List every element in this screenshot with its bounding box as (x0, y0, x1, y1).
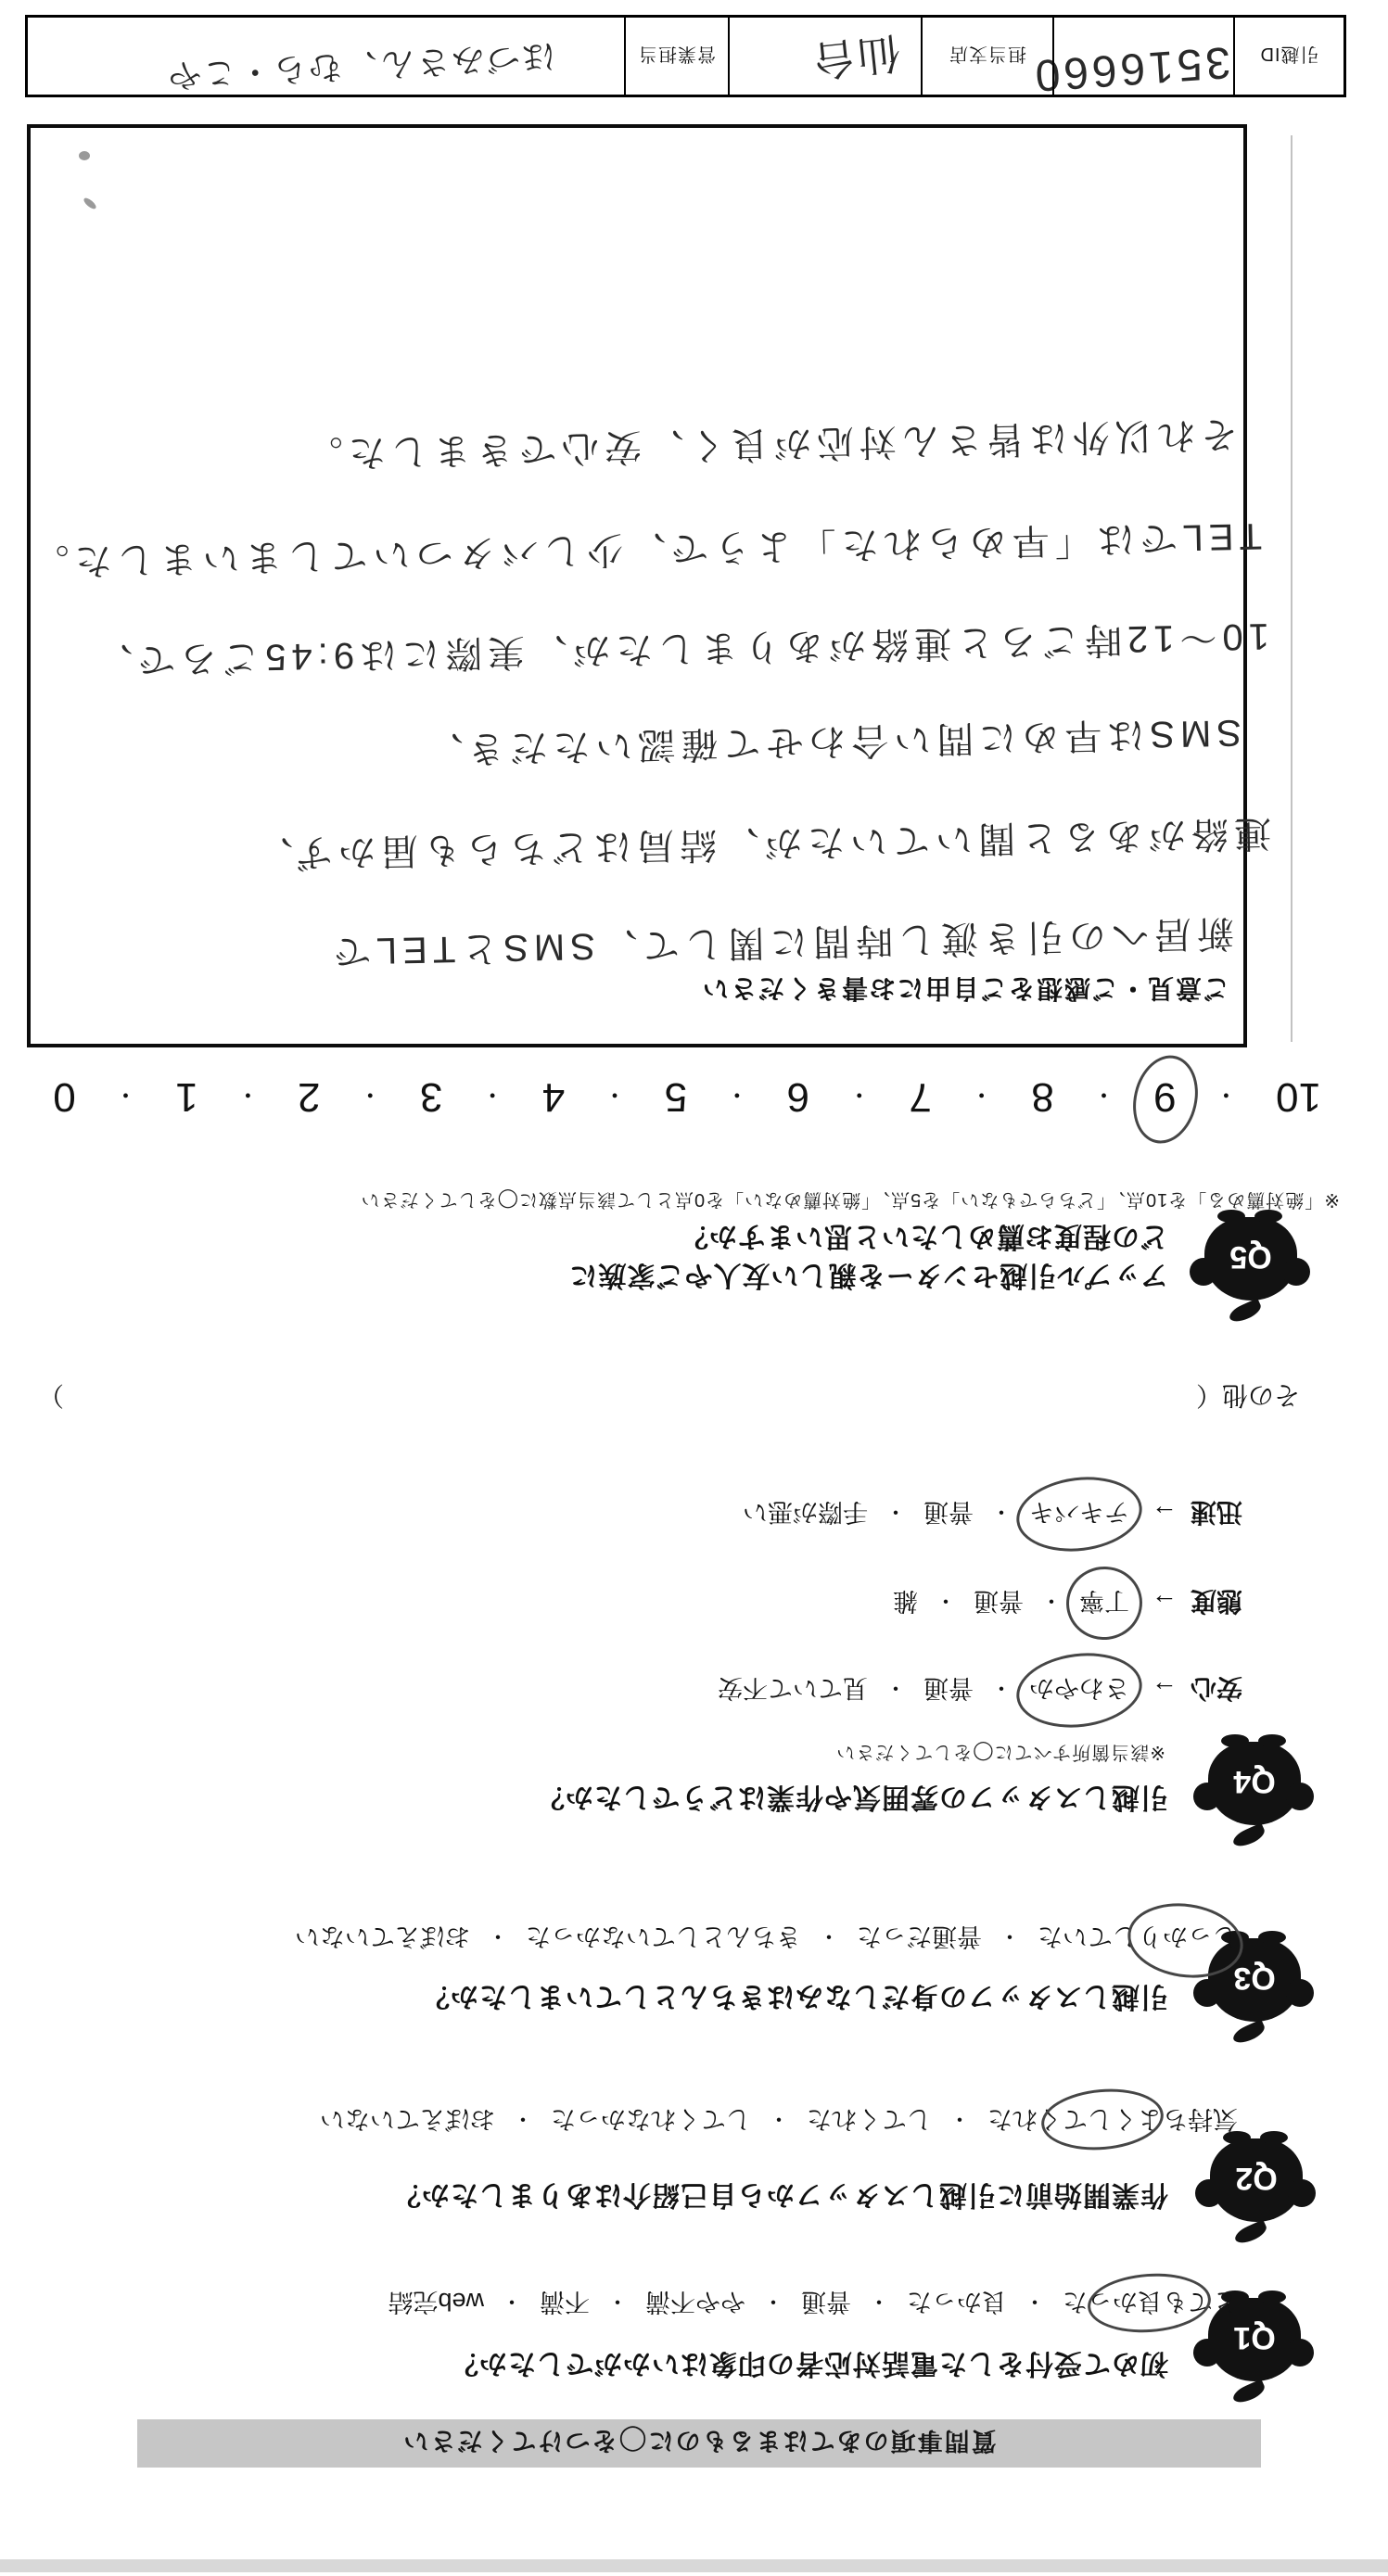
q4-other-open (1196, 1378, 1300, 1415)
scale-separator: ・ (847, 1081, 872, 1110)
option (1027, 1494, 1131, 1534)
scale-number-5: 5 (664, 1074, 688, 1120)
option-text: してくれなかった (551, 2105, 751, 2133)
option-text: さわやか (1028, 1674, 1129, 1702)
option-separator: ・ (768, 2106, 790, 2131)
scale-separator: ・ (480, 1081, 505, 1110)
option-text: 普通 (973, 1587, 1024, 1615)
option-separator: ・ (1024, 2289, 1046, 2314)
scale-number-6: 6 (786, 1074, 810, 1120)
option-text: 雑 (892, 1587, 918, 1615)
mascot-foot (1258, 1734, 1286, 1747)
q4-row-taido (891, 1583, 1242, 1623)
option-text: 気持ちよくしてくれた (987, 2105, 1238, 2133)
scale-number-7: 7 (909, 1074, 932, 1120)
banner-text: 質問事項のあてはまるものに◯をつけてください (401, 2427, 997, 2455)
option-text: web完結 (388, 2288, 484, 2316)
field-label-text: 引越ID (1259, 44, 1319, 64)
option-separator: ・ (868, 2289, 890, 2314)
option-separator: ・ (884, 1675, 907, 1700)
option-text: やや不満 (645, 2288, 745, 2316)
option-separator: ・ (989, 1675, 1012, 1700)
option-separator: ・ (999, 1923, 1021, 1948)
feedback-prompt: ご意見・ご感想をご自由にお書きください (700, 974, 1229, 1003)
scale-number-2: 2 (298, 1074, 321, 1120)
option-separator: ・ (487, 1923, 509, 1948)
field-label-tanto-shiten (921, 18, 1054, 95)
option (922, 1670, 975, 1710)
field-label-text: 担当支店 (949, 44, 1026, 64)
option-separator: ・ (512, 2106, 534, 2131)
q1-label: Q1 (1233, 2320, 1276, 2355)
scale-separator: ・ (969, 1081, 994, 1110)
option (1077, 1583, 1131, 1623)
mascot-leaf-icon (1232, 2219, 1268, 2246)
scale-separator: ・ (236, 1081, 261, 1110)
handwritten-line: TELでは「早められた」ようで、少しバタついてしまいました。 (26, 515, 1263, 582)
mascot-leaf-icon (1227, 1298, 1263, 1325)
option (716, 1670, 870, 1710)
q4-mascot-icon (1193, 1734, 1314, 1844)
q2-options (318, 2101, 1240, 2141)
mascot-leaf-icon (1230, 2019, 1267, 2046)
q2-label: Q2 (1235, 2161, 1278, 2196)
option (905, 2284, 1009, 2324)
nps-scale (51, 1069, 1323, 1124)
option-text: 普通 (801, 2288, 851, 2316)
option (318, 2101, 497, 2141)
option (855, 1919, 984, 1959)
smudge-mark (79, 151, 90, 160)
q2-title: 作業開始前に引越しスタッフから自己紹介はありましたか？ (392, 2179, 1168, 2210)
option (805, 2101, 934, 2141)
option-text: 良かった (907, 2288, 1007, 2316)
field-label-eigyo-tanto (624, 18, 730, 95)
q5-note: ※「絶対薦める」を10点、「どちらでもない」を5点、「絶対薦めない」を0点として該当点数に◯をしてください (360, 1189, 1340, 1210)
option-text: してくれた (807, 2105, 932, 2133)
option-text: とても良かった (1063, 2288, 1238, 2316)
scale-number-1: 1 (175, 1074, 198, 1120)
q4-row-anshin (716, 1670, 1242, 1710)
hikkoshi-id-handwriting: 3516660 (1029, 37, 1232, 100)
mascot-foot (1258, 2290, 1286, 2303)
q2-mascot-icon (1195, 2131, 1316, 2240)
other-close-label: ） (37, 1381, 64, 1410)
mascot-foot (1258, 1931, 1286, 1944)
handwritten-line: 新居への引き渡し時間に関して、SMSとTELで (327, 912, 1235, 972)
scale-number-10: 10 (1276, 1074, 1321, 1120)
q5-title-line1: アップル引越センターを親しい友人やご家族に (568, 1260, 1168, 1290)
option-text: おぼえていない (295, 1922, 470, 1950)
option (922, 1494, 975, 1534)
scale-separator: ・ (602, 1081, 627, 1110)
q3-options (293, 1919, 1240, 1959)
q5-label: Q5 (1229, 1239, 1272, 1275)
option-separator: ・ (989, 1499, 1012, 1524)
row-label: 安心 (1190, 1674, 1242, 1704)
q5-mascot-icon (1190, 1210, 1310, 1319)
other-open-label: その他（ (1195, 1381, 1300, 1410)
option (799, 2284, 853, 2324)
q3-label: Q3 (1233, 1961, 1276, 1996)
option-separator: ・ (949, 2106, 971, 2131)
option-separator: ・ (501, 2289, 523, 2314)
option-text: おぼえていない (320, 2105, 495, 2133)
q3-title: 引越しスタッフの身だしなみはきちんとしていましたか？ (421, 1981, 1168, 2011)
q4-note: ※該当箇所すべてに◯をしてください (835, 1742, 1165, 1762)
option-separator: ・ (934, 1588, 957, 1613)
banner (137, 2419, 1261, 2468)
field-label-text: 営業担当 (638, 44, 716, 64)
option-text: 手際が悪い (742, 1498, 868, 1526)
option (986, 2101, 1240, 2141)
scale-number-4: 4 (541, 1074, 566, 1120)
option-text: 見ていて不安 (717, 1674, 868, 1702)
q4-label: Q4 (1233, 1764, 1276, 1799)
option-text: 普通だった (857, 1922, 982, 1950)
option (524, 1919, 803, 1959)
option (293, 1919, 472, 1959)
mascot-leaf-icon (1230, 1822, 1267, 1849)
q4-title: 引越しスタッフの雰囲気や作業はどうでしたか？ (536, 1782, 1168, 1812)
option-separator: ・ (884, 1499, 907, 1524)
field-label-hikkoshi-id (1233, 18, 1345, 95)
q5-title-line2: どの程度お薦めしたいと思いますか？ (680, 1221, 1168, 1251)
scale-number-8: 8 (1031, 1074, 1054, 1120)
handwritten-line: それ以外は皆さん対応が良く、安心できました。 (299, 413, 1239, 475)
scale-separator: ・ (1091, 1081, 1116, 1110)
option-text: テキパキ (1028, 1498, 1129, 1526)
feedback-box (26, 124, 1272, 1047)
q1-title: 初めて受付をした電話対応者の印象はいかがでしたか？ (450, 2348, 1168, 2379)
q4-row-jinsoku (741, 1494, 1242, 1534)
option-separator: ・ (762, 2289, 784, 2314)
option (549, 2101, 753, 2141)
mascot-foot (1260, 2131, 1288, 2144)
option (1027, 1670, 1131, 1710)
option (1061, 2284, 1240, 2324)
scale-separator: ・ (113, 1081, 138, 1110)
arrow-icon: → (1151, 1676, 1178, 1706)
scale-number-0: 0 (53, 1074, 76, 1120)
option (741, 1494, 870, 1534)
q4-other-close (38, 1378, 64, 1415)
option-separator: ・ (818, 1923, 840, 1948)
q1-options (386, 2284, 1240, 2324)
mascot-foot (1221, 1734, 1249, 1747)
tanto-shiten-handwriting: 仙台 (809, 28, 903, 85)
arrow-icon: → (1151, 1500, 1178, 1529)
option (643, 2284, 747, 2324)
scale-separator: ・ (724, 1081, 749, 1110)
option-text: 普通 (923, 1498, 974, 1526)
eigyo-tanto-handwriting: ほづみさん、むら・こや (165, 37, 556, 95)
option-separator: ・ (1039, 1588, 1063, 1613)
header-table (25, 15, 1346, 100)
scale-number-9: 9 (1152, 1073, 1178, 1120)
handwritten-circle (1124, 1049, 1205, 1150)
option-text: 不満 (540, 2288, 590, 2316)
row-label: 迅速 (1190, 1498, 1242, 1528)
arrow-icon: → (1151, 1589, 1178, 1618)
scale-number-3: 3 (419, 1074, 443, 1120)
scan-line-artifact (1291, 135, 1292, 1042)
option (386, 2284, 486, 2324)
option-text: 普通 (923, 1674, 974, 1702)
option-separator: ・ (606, 2289, 629, 2314)
option (538, 2284, 592, 2324)
handwritten-line: 連絡があると聞いていたが、結局はどちらも届かず、 (249, 812, 1272, 875)
handwritten-line: SMSは早めに問い合わせて確認いただき、 (420, 712, 1242, 770)
row-label: 態度 (1190, 1587, 1242, 1617)
option (891, 1583, 920, 1623)
mascot-leaf-icon (1230, 2379, 1267, 2405)
scale-separator: ・ (358, 1081, 383, 1110)
option (1036, 1919, 1240, 1959)
scan-edge-strip (0, 2559, 1388, 2572)
option-text: しっかりしていた (1038, 1922, 1238, 1950)
option-text: きちんとしていなかった (526, 1922, 801, 1950)
option-text: 丁寧 (1078, 1587, 1129, 1615)
scale-separator: ・ (1214, 1081, 1239, 1110)
option (972, 1583, 1025, 1623)
handwritten-line: 10〜12時ごろと連絡がありましたが、実際には9:45ごろで、 (90, 615, 1270, 681)
